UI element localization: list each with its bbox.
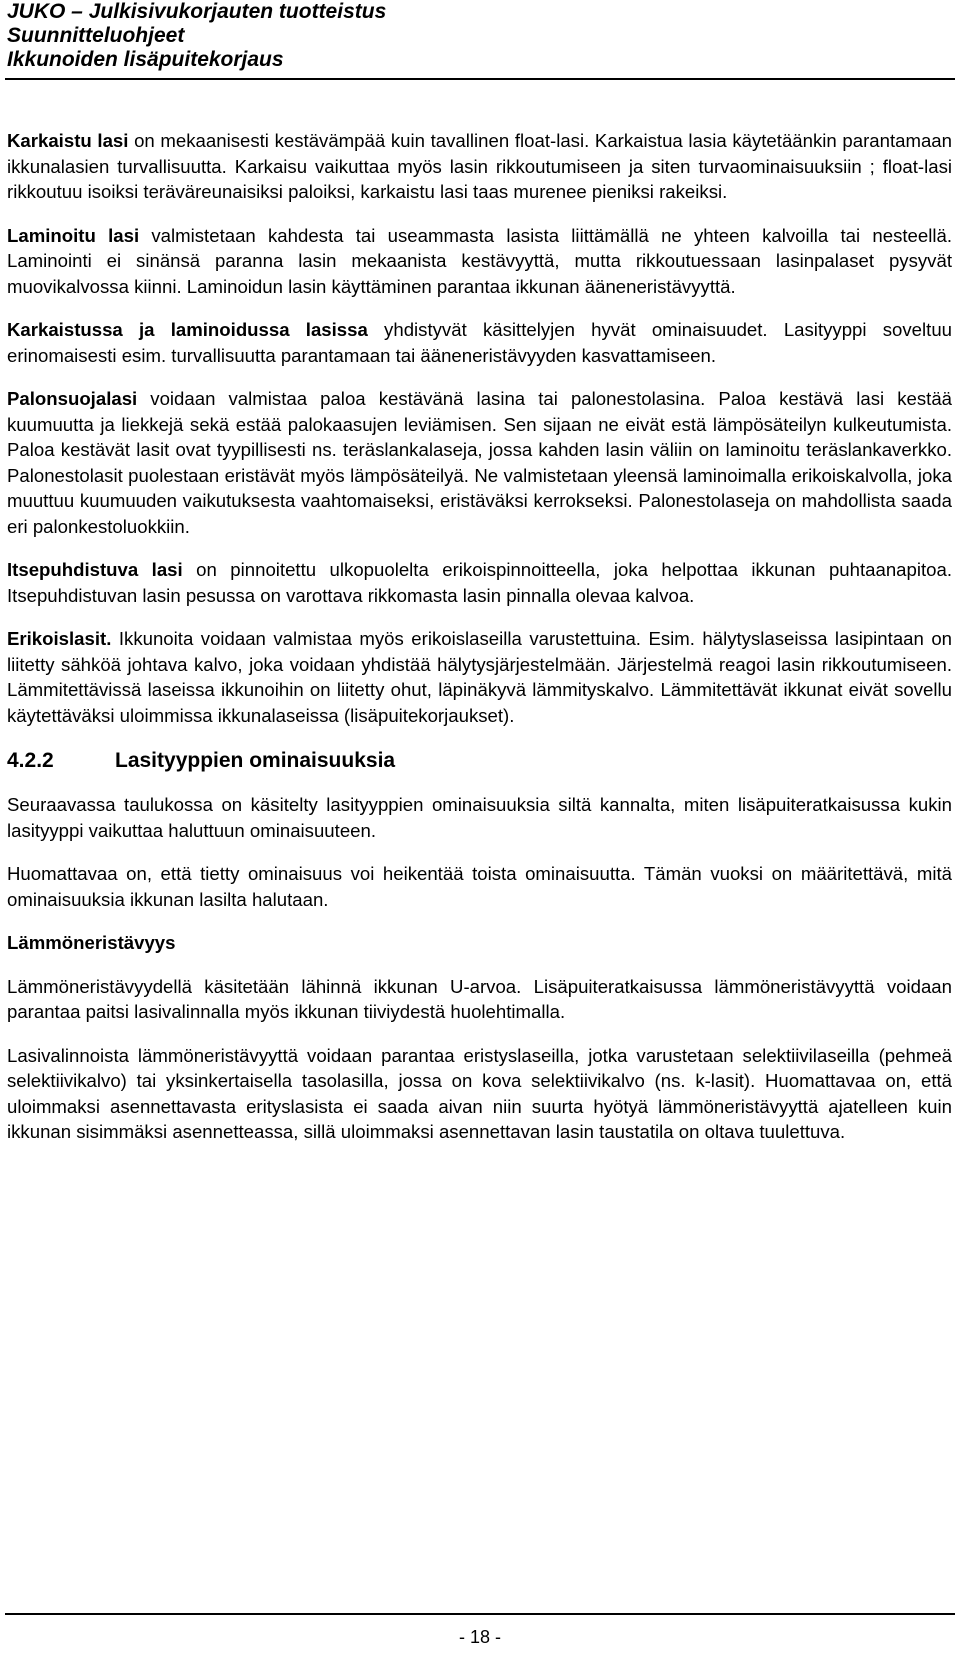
subheading-thermal-insulation: Lämmöneristävyys (7, 932, 176, 953)
header-divider (5, 78, 955, 80)
term-self-cleaning-glass: Itsepuhdistuva lasi (7, 559, 183, 580)
term-special-glass: Erikoislasit. (7, 628, 112, 649)
page-number: - 18 - (458, 1627, 501, 1647)
paragraph-fire-glass: Palonsuojalasi voidaan valmistaa paloa kestävänä lasina tai palonestolasina. Paloa kestävä lasi kestää kuumuutta ja liekkejä sekä estää palokaasujen leviämisen. Sen sijaan ne eivät estä lämpösäteilyn kulkeutumista. Paloa kestävät lasit ovat tyypillisesti ns. teräslankalaseja, jossa kahden lasin väliin on laminoitu teräslankaverkko. Palonestolasit puolestaan eristävät myös lämpösäteilyä. Ne valmistetaan yleensä laminoimalla erikoiskalvolla, joka muuttuu kuumuuden vaikutuksesta vaahtomaiseksi, eristäväksi kerrokseksi. Palonestolaseja on mahdollista saada eri palonkestoluokkiin. (7, 388, 952, 537)
paragraph-tempered-glass: Karkaistu lasi on mekaanisesti kestävämpää kuin tavallinen float-lasi. Karkaistua lasia käytetäänkin parantamaan ikkunalasien turvallisuutta. Karkaisu vaikuttaa myös lasin rikkoutumiseen ja siten turvaominaisuuksiin ; float-lasi rikkoutuu isoiksi teräväreunaisiksi paloiksi, karkaistu lasi taas murenee pieniksi rakeiksi. (7, 130, 952, 202)
document-header (7, 0, 386, 72)
section-number: 4.2.2 (7, 749, 54, 772)
section-heading (7, 746, 952, 776)
paragraph-tempered-laminated-glass: Karkaistussa ja laminoidussa lasissa yhdistyvät käsittelyjen hyvät ominaisuudet. Lasityyppi soveltuu erinomaisesti esim. turvallisuutta parantamaan tai ääneneristävyyden kasvattamiseen. (7, 319, 952, 366)
header-doc-type: Suunnitteluohjeet (7, 24, 185, 47)
section-title: Lasityyppien ominaisuuksia (115, 749, 396, 772)
section-paragraph-intro: Seuraavassa taulukossa on käsitelty lasityyppien ominaisuuksia siltä kannalta, miten lisäpuiteratkaisussa kukin lasityyppi vaikuttaa haluttuun ominaisuuteen. (7, 794, 952, 841)
header-subject: Ikkunoiden lisäpuitekorjaus (7, 48, 284, 71)
footer-divider (5, 1613, 955, 1615)
thermal-paragraph-2: Lasivalinnoista lämmöneristävyyttä voidaan parantaa eristyslaseilla, jotka varustetaan selektiivilaseilla (pehmeä selektiivikalvo) tai yksinkertaisella tasolasilla, jossa on kova selektiivikalvo (ns. k-lasit). Huomattavaa on, että uloimmaksi asennettavasta erityslasista ei saada aivan niin suurta hyötyä lämmöneristävyyttä ajatelleen kuin ikkunan sisimmäksi asennetteassa, sillä uloimmaksi asennettavan lasin taustatila on oltava tuulettuva. (7, 1044, 952, 1142)
paragraph-self-cleaning-glass: Itsepuhdistuva lasi on pinnoitettu ulkopuolelta erikoispinnoitteella, joka helpottaa ikkunan puhtaanapitoa. Itsepuhdistuvan lasin pesussa on varottava rikkomasta lasin pinnalla olevaa kalvoa. (7, 559, 952, 606)
section-paragraph-note: Huomattavaa on, että tietty ominaisuus voi heikentää toista ominaisuutta. Tämän vuoksi on määritettävä, mitä ominaisuuksia ikkunan lasilta halutaan. (7, 863, 952, 910)
term-tempered-laminated-glass: Karkaistussa ja laminoidussa lasissa (7, 319, 368, 340)
thermal-paragraph-1: Lämmöneristävyydellä käsitetään lähinnä ikkunan U-arvoa. Lisäpuiteratkaisussa lämmöneristävyyttä voidaan parantaa paitsi lasivalinnalla myös ikkunan tiiviydestä huolehtimalla. (7, 975, 952, 1022)
document-body (7, 128, 952, 1163)
term-fire-glass: Palonsuojalasi (7, 388, 138, 409)
header-project-title: JUKO – Julkisivukorjauten tuotteistus (7, 0, 387, 23)
term-laminated-glass: Laminoitu lasi (7, 224, 140, 246)
paragraph-special-glass: Erikoislasit. Ikkunoita voidaan valmistaa myös erikoislaseilla varustettuina. Esim. hälytyslaseissa lasipintaan on liitetty sähköä johtava kalvo, joka voidaan yhdistää hälytysjärjestelmään. Järjestelmä reagoi lasin rikkoutumiseen. Lämmitettävissä laseissa ikkunoihin on liitetty ohut, läpinäkyvä lämmityskalvo. Lämmitettävät ikkunat eivät sovellu käytettäväksi uloimmissa ikkunalaseissa (lisäpuitekorjaukset). (7, 628, 952, 726)
paragraph-laminated-glass: Laminoitu lasi valmistetaan kahdesta tai useammasta lasista liittämällä ne yhteen kalvoilla tai nesteellä. Laminointi ei sinänsä paranna lasin mekaanista kestävyyttä, mutta rikkoutuessaan lasinpalaset pysyvät muovikalvossa kiinni. Laminoidun lasin käyttäminen parantaa ikkunan ääneneristävyyttä. (7, 224, 952, 297)
term-tempered-glass: Karkaistu lasi (7, 130, 129, 151)
